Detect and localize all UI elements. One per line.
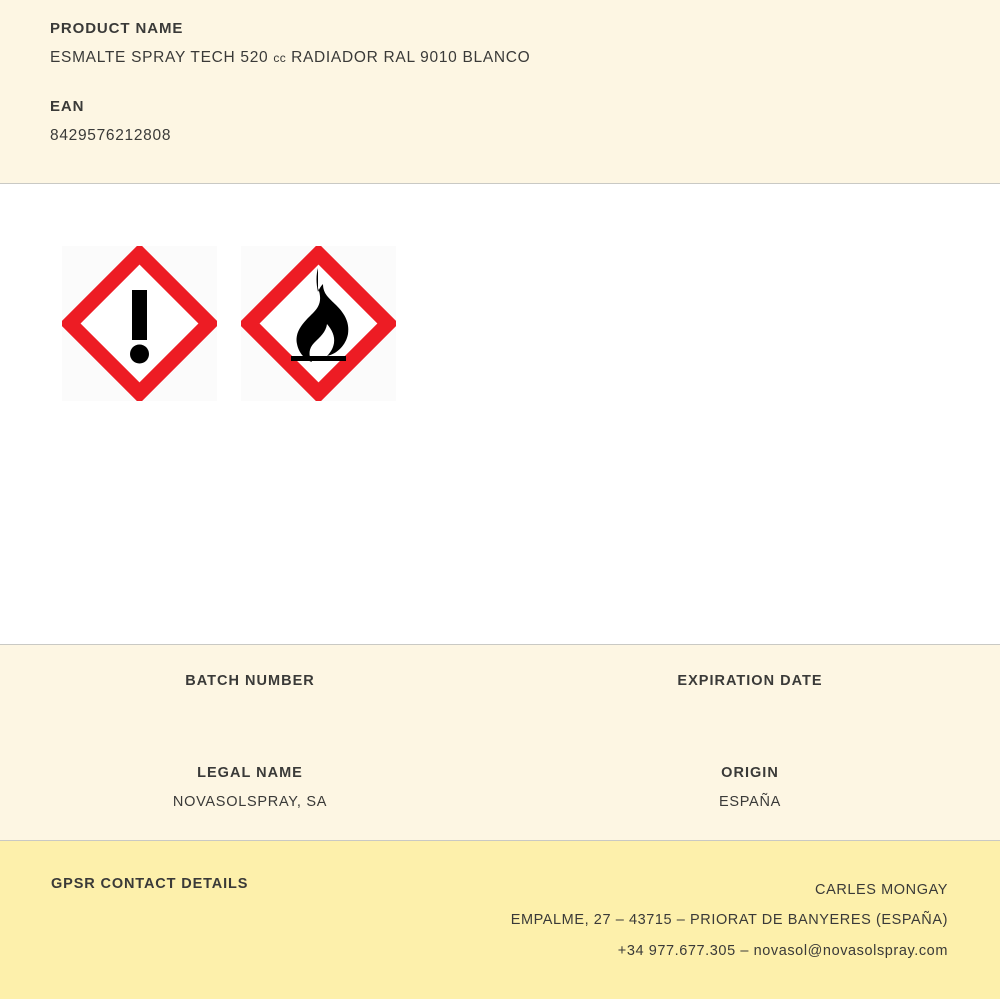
legal-name-label: LEGAL NAME	[197, 765, 303, 782]
ean-value: 8429576212808	[50, 127, 172, 145]
origin-cell	[500, 763, 1000, 812]
gpsr-contact-section	[0, 841, 1000, 999]
gpsr-contact-name: CARLES MONGAY	[815, 882, 948, 898]
product-name-text-2: RADIADOR RAL 9010 BLANCO	[286, 49, 531, 66]
header-section	[0, 0, 1000, 184]
gpsr-contact-details	[511, 875, 948, 966]
header-spacer	[50, 68, 950, 98]
ghs07-exclamation-mark-icon	[62, 246, 217, 401]
expiration-date-cell	[500, 671, 1000, 699]
batch-number-cell	[0, 671, 500, 699]
ean-label: EAN	[50, 98, 85, 116]
hazard-pictograms-section	[0, 184, 1000, 645]
expiration-date-label: EXPIRATION DATE	[677, 673, 823, 689]
gpsr-contact-phone-email: +34 977.677.305 – novasol@novasolspray.com	[617, 942, 948, 959]
product-name-unit: cc	[273, 51, 287, 65]
gpsr-contact-address: EMPALME, 27 – 43715 – PRIORAT DE BANYERES (ESPAÑA)	[510, 912, 948, 929]
legal-name-cell	[0, 763, 500, 812]
gpsr-contact-label: GPSR CONTACT DETAILS	[51, 876, 249, 892]
batch-row	[0, 671, 1000, 699]
origin-value: ESPAÑA	[718, 793, 782, 810]
legal-row	[0, 763, 1000, 812]
batch-legal-section	[0, 645, 1000, 841]
product-name-label: PRODUCT NAME	[50, 20, 184, 37]
product-name-value	[50, 48, 950, 68]
batch-number-label: BATCH NUMBER	[185, 673, 315, 689]
product-name-text-1: ESMALTE SPRAY TECH 520	[50, 49, 274, 66]
legal-name-value: NOVASOLSPRAY, SA	[172, 793, 328, 810]
ghs02-flammable-icon	[241, 246, 396, 401]
origin-label: ORIGIN	[721, 765, 779, 782]
